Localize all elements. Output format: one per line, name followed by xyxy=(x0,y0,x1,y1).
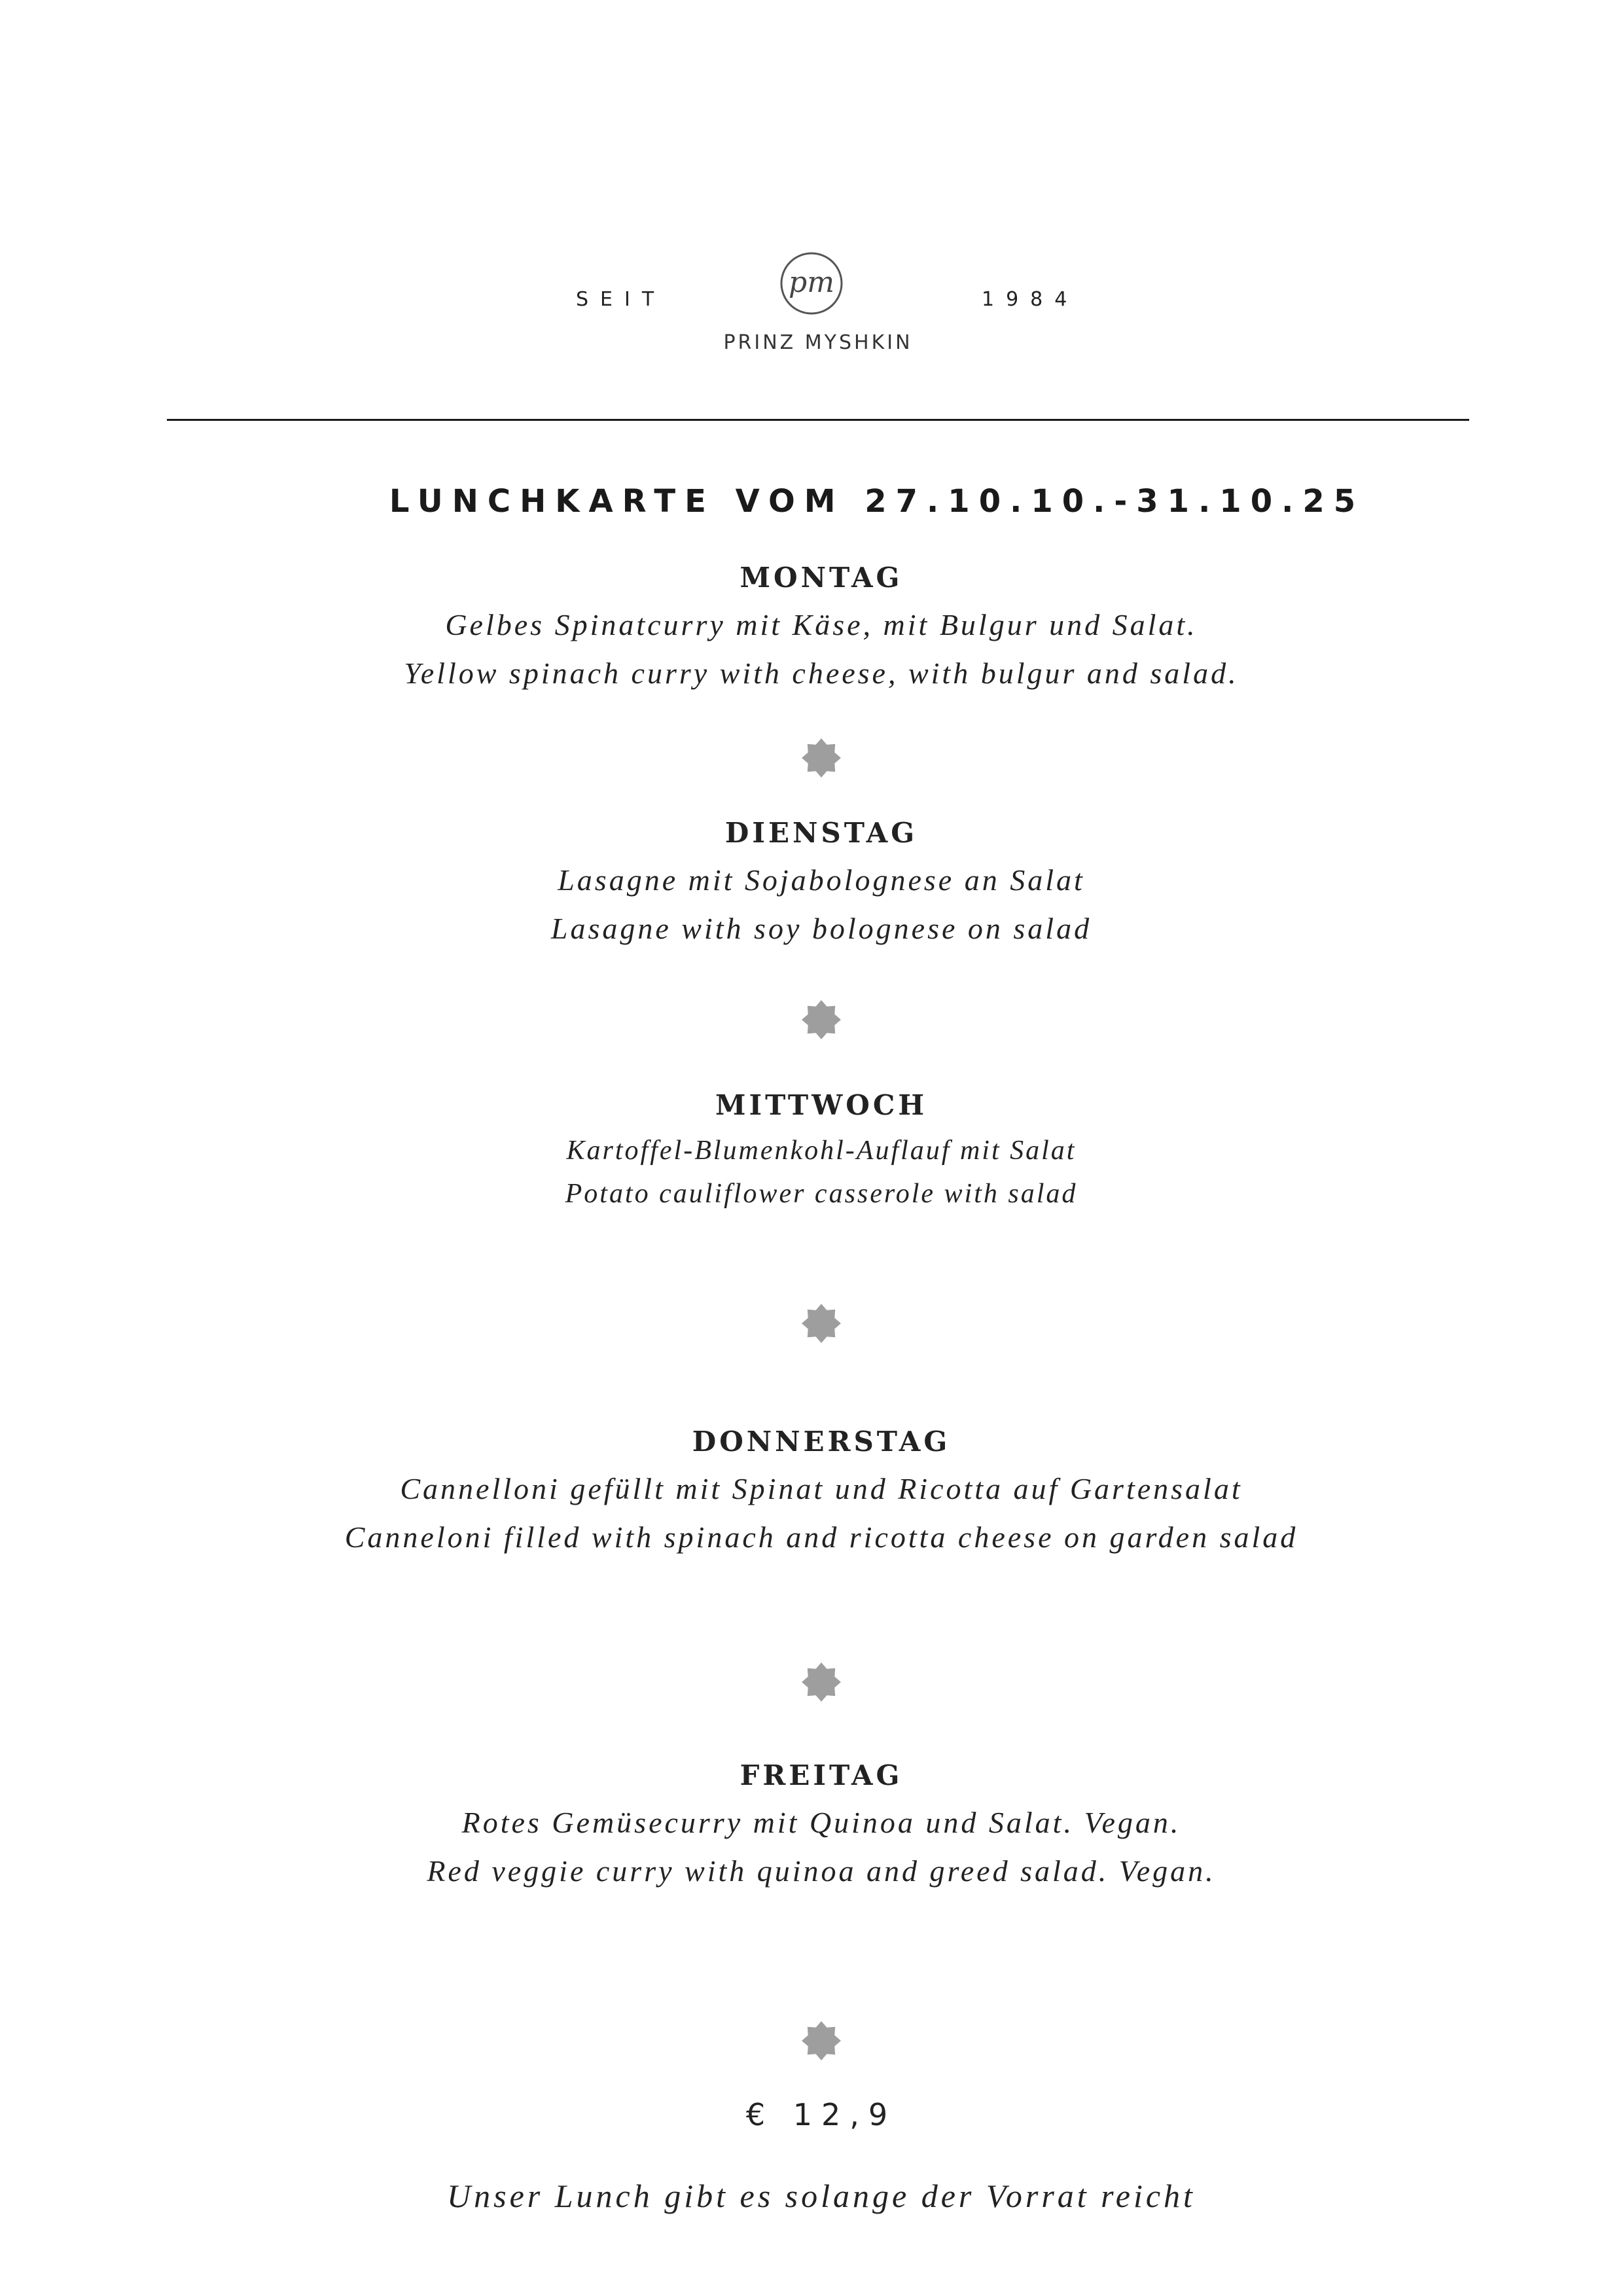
dish-tuesday-de: Lasagne mit Sojabolognese an Salat xyxy=(558,863,1085,897)
dish-thursday-de: Cannelloni gefüllt mit Spinat und Ricotta auf Gartensalat xyxy=(400,1472,1243,1505)
dish-friday-de: Rotes Gemüsecurry mit Quinoa und Salat. Vegan. xyxy=(461,1806,1181,1839)
day-thursday: DONNERSTAG xyxy=(692,1426,951,1458)
dish-thursday-en: Canneloni filled with spinach and ricotta cheese on garden salad xyxy=(344,1520,1298,1554)
dish-friday-en: Red veggie curry with quinoa and greed salad. Vegan. xyxy=(427,1854,1216,1888)
eight-point-star-icon xyxy=(802,1662,841,1702)
dish-monday-de: Gelbes Spinatcurry mit Käse, mit Bulgur und Salat. xyxy=(445,608,1198,641)
eight-point-star-icon xyxy=(802,1304,841,1343)
eight-point-star-icon xyxy=(802,738,841,778)
logo-monogram-text: pm xyxy=(789,266,834,299)
day-wednesday: MITTWOCH xyxy=(715,1089,927,1121)
brand-name: PRINZ MYSHKIN xyxy=(723,331,913,354)
eight-point-star-icon xyxy=(802,2021,841,2060)
footer-note: Unser Lunch gibt es solange der Vorrat reicht xyxy=(447,2178,1196,2214)
day-tuesday: DIENSTAG xyxy=(724,817,918,849)
price-label: € 12,9 xyxy=(745,2097,897,2132)
header-divider xyxy=(167,419,1469,421)
dish-wednesday-en: Potato cauliflower casserole with salad xyxy=(565,1179,1078,1209)
dish-monday-en: Yellow spinach curry with cheese, with bulgur and salad. xyxy=(404,656,1239,690)
pm-monogram-icon xyxy=(772,247,851,319)
day-monday: MONTAG xyxy=(740,562,903,594)
day-friday: FREITAG xyxy=(740,1759,903,1791)
dish-wednesday-de: Kartoffel-Blumenkohl-Auflauf mit Salat xyxy=(566,1136,1077,1166)
dish-tuesday-en: Lasagne with soy bolognese on salad xyxy=(550,912,1092,945)
menu-title: LUNCHKARTE VOM 27.10.10.-31.10.25 xyxy=(389,483,1365,520)
seit-label: SEIT xyxy=(576,288,666,311)
eight-point-star-icon xyxy=(802,1000,841,1039)
year-label: 1984 xyxy=(982,288,1079,311)
